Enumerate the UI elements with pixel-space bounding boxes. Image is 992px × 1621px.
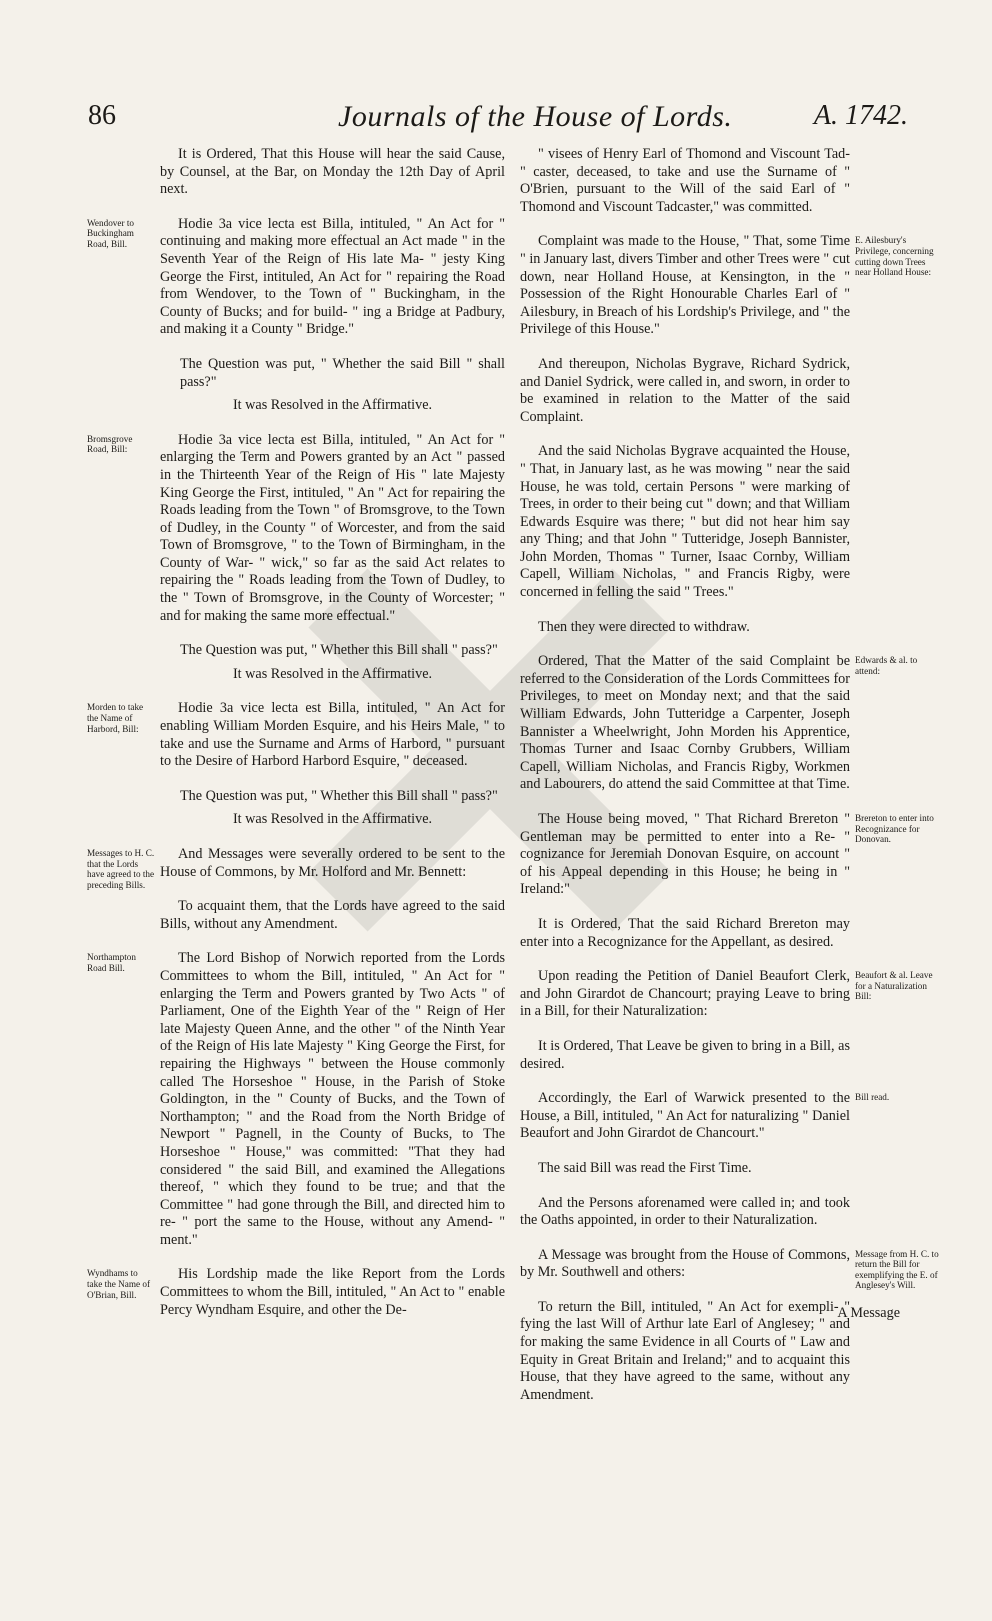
margin-note: Wendover to Buckingham Road, Bill. bbox=[87, 217, 134, 249]
entry-morden-bill bbox=[87, 700, 505, 829]
question-text: The Question was put, " Whether this Bill shall " pass?" bbox=[180, 787, 498, 804]
margin-note: Beaufort & al. Leave for a Naturalization Bill: bbox=[855, 970, 933, 1002]
paragraph: To acquaint them, that the Lords have agreed to the said Bills, without any Amendment. bbox=[160, 898, 505, 932]
resolved-text: It was Resolved in the Affirmative. bbox=[232, 665, 433, 682]
margin-note: Message from H. C. to return the Bill for exemplifying the E. of Anglesey's Will. bbox=[855, 1248, 939, 1291]
page-number: 86 bbox=[88, 100, 116, 131]
paragraph: Hodie 3a vice lecta est Billa, intituled, " An Act for enabling William Morden Esquire, and his Heirs Male, " to take and use the Surname and Arms of Harbord, " pursuant to the Desire of Harbord Harbord Esquire, " deceased. bbox=[160, 700, 505, 770]
paragraph: Accordingly, the Earl of Warwick presented to the House, a Bill, intituled, " An Act for naturalizing " Daniel Beaufort and John Girardot de Chancourt." bbox=[520, 1090, 850, 1142]
entry-wendover-bill bbox=[87, 215, 505, 415]
margin-note: Edwards & al. to attend: bbox=[855, 655, 918, 676]
paragraph: And the said Nicholas Bygrave acquainted the House, " That, in January last, as he was mowing " near the said House, he was told, certain Persons " were marking of Trees, in order to their being cut " down; and that William Edwards Esquire was there; " but did not hear him say any Thing; and that John " Tutteridge, Joseph Bannister, John Morden, Thomas " Turner, Isaac Cornby, William Capell, William Nicholas, " and Francis Rigby, were concerned in felling the said " Trees." bbox=[520, 443, 850, 601]
paragraph: The said Bill was read the First Time. bbox=[538, 1159, 752, 1176]
paragraph: And Messages were severally ordered to be sent to the House of Commons, by Mr. Holford and Mr. Bennett: bbox=[160, 846, 505, 880]
paragraph: The House being moved, " That Richard Brereton " Gentleman may be permitted to enter into a Re- " cognizance for Jeremiah Donovan Esquire, on account " of his Appeal depending in this House; he being in " Ireland:" bbox=[520, 811, 850, 898]
paragraph: His Lordship made the like Report from the Lords Committees to whom the Bill, intituled, " An Act to " enable Percy Wyndham Esquire, and other the De- bbox=[160, 1266, 505, 1318]
entry-brereton-recognizance bbox=[520, 811, 934, 951]
margin-note: Messages to H. C. that the Lords have agreed to the preceding Bills. bbox=[87, 848, 155, 890]
paragraph: It is Ordered, That the said Richard Brereton may enter into a Recognizance for the Appellant, as desired. bbox=[520, 915, 850, 950]
margin-note: Northampton Road Bill. bbox=[87, 952, 136, 973]
paragraph: It is Ordered, That Leave be given to bring in a Bill, as desired. bbox=[520, 1037, 850, 1072]
entry-commons-message bbox=[520, 1246, 939, 1405]
question-text: The Question was put, " Whether this Bill shall " pass?" bbox=[180, 642, 498, 659]
entry-northampton-bill bbox=[87, 950, 505, 1249]
margin-note: Morden to take the Name of Harbord, Bill: bbox=[87, 702, 144, 734]
paragraph: Complaint was made to the House, " That, some Time " in January last, divers Timber and other Trees were " cut down, near Holland House, at Kensington, in the " Possession of the Right Honourable Charles Earl of " Ailesbury, in Breach of his Lordship's Privilege, and " the Privilege of this House." bbox=[520, 233, 850, 338]
margin-note: Bill read. bbox=[855, 1092, 890, 1103]
paragraph: A Message was brought from the House of Commons, by Mr. Southwell and others: bbox=[520, 1246, 850, 1281]
entry-edwards-attend bbox=[520, 653, 918, 794]
question-text: The Question was put, " Whether the said Bill " shall pass?" bbox=[180, 355, 505, 390]
paragraph: Hodie 3a vice lecta est Billa, intituled, " An Act for " continuing and making more effectual an Act made " in the Seventh Year of the Reign of His late Ma- " jesty King George the First, intituled, An Act for " repairing the Road from Wendover, to the Town of " Buckingham, in the County of Bucks; and for build- " ing a Bridge at Padbury, and making it a County " Bridge." bbox=[160, 215, 505, 338]
page-header bbox=[88, 100, 908, 140]
paragraph: Ordered, That the Matter of the said Complaint be referred to the Consideration of the Lords Committees for Privileges, to meet on Monday next; and that the said William Edwards, John Tutteridge a Carpenter, Joseph Bannister a Wheelwright, John Morden his Apprentice, Thomas Turner and Isaac Cornby Grubbers, William Capell, William Nicholas, and Francis Rigby, Workmen and Labourers, do attend the said Committee at that Time. bbox=[520, 653, 850, 793]
margin-note: Brereton to enter into Recognizance for Donovan. bbox=[855, 813, 934, 845]
entry-beaufort-naturalization bbox=[520, 968, 933, 1073]
resolved-text: It was Resolved in the Affirmative. bbox=[232, 397, 433, 414]
paragraph: And thereupon, Nicholas Bygrave, Richard Sydrick, and Daniel Sydrick, were called in, and sworn, in order to be examined in relation to the Matter of the said Complaint. bbox=[520, 355, 850, 425]
margin-note: Bromsgrove Road, Bill: bbox=[87, 433, 133, 455]
entry-wyndhams-continued bbox=[520, 146, 850, 216]
margin-note: Wyndhams to take the Name of O'Brian, Bill. bbox=[87, 1268, 151, 1300]
entry-wyndhams-bill bbox=[87, 1266, 505, 1319]
entry-bill-read bbox=[520, 1090, 890, 1230]
resolved-text: It was Resolved in the Affirmative. bbox=[232, 811, 433, 828]
paragraph: It is Ordered, That this House will hear the said Cause, by Counsel, at the Bar, on Monday the 12th Day of April next. bbox=[160, 146, 505, 198]
entry-hearing-order bbox=[160, 146, 505, 199]
margin-note: E. Ailesbury's Privilege, concerning cutting down Trees near Holland House: bbox=[855, 235, 934, 278]
catchword: A Message bbox=[837, 1305, 900, 1321]
paragraph: Upon reading the Petition of Daniel Beaufort Clerk, and John Girardot de Chancourt; praying Leave to bring in a Bill, for their Naturalization: bbox=[520, 968, 850, 1020]
paragraph: Hodie 3a vice lecta est Billa, intituled, " An Act for " enlarging the Term and Powers granted by an Act " passed in the Thirteenth Year of the Reign of His " late Majesty King George the First, intituled, " An " Act for repairing the Roads leading from the Town " of Bromsgrove, to the Town of Dudley, in the County " of Worcester, and from the said Town of Bromsgrove, " to the Town of Birmingham, in the County of War- " wick," so far as the said Act relates to repairing the " Roads leading from the Town of Dudley, to the " Town of Bromsgrove, in the County of Worcester; " and for making the same more effectual." bbox=[160, 431, 505, 624]
right-column bbox=[520, 146, 939, 1421]
paragraph: And the Persons aforenamed were called in; and took the Oaths appointed, in order to their Naturalization. bbox=[520, 1194, 850, 1229]
paragraph: " visees of Henry Earl of Thomond and Viscount Tad- " caster, deceased, to take and use the Surname of " O'Brien, pursuant to the Will of the said Earl of " Thomond and Viscount Tadcaster," was committed. bbox=[520, 146, 850, 215]
paragraph: To return the Bill, intituled, " An Act for exempli- " fying the last Will of Arthur late Earl of Anglesey; " and for making the same Evidence in all Courts of " Law and Equity in Great Britain and Ireland;" and to acquaint this House, that they have agreed to the same, without any Amendment. bbox=[520, 1298, 850, 1403]
year-heading: A. 1742. bbox=[813, 100, 908, 131]
entry-messages-to-commons bbox=[87, 846, 505, 933]
entry-ailesbury-privilege bbox=[520, 233, 934, 636]
paragraph: The Lord Bishop of Norwich reported from the Lords Committees to whom the Bill, intituled, " An Act for " enlarging the Term and Powers granted by Two Acts " of Parliament, One of the Eighth Year of the " Reign of Her late Majesty Queen Anne, and the other " of the Ninth Year of the Reign of His late Majesty " King George the First, for repairing the Highways " between the House commonly called The Horseshoe " House, in the Parish of Stoke Goldington, in the " County of Bucks, and the Town of Northampton; " and the Road from the North Bridge of Newport " Pagnell, in the County of Bucks, to The Horseshoe " House," was committed: "That they had considered " the said Bill, and examined the Allegations thereof, " which they found to be true; and that the Committee " had gone through the Bill, and directed him to re- " port the same to the House, without any Amend- " ment." bbox=[160, 950, 505, 1248]
entry-bromsgrove-bill bbox=[87, 431, 505, 684]
left-column bbox=[87, 146, 505, 1336]
paragraph: Then they were directed to withdraw. bbox=[538, 618, 750, 635]
running-title: Journals of the House of Lords. bbox=[338, 100, 733, 133]
